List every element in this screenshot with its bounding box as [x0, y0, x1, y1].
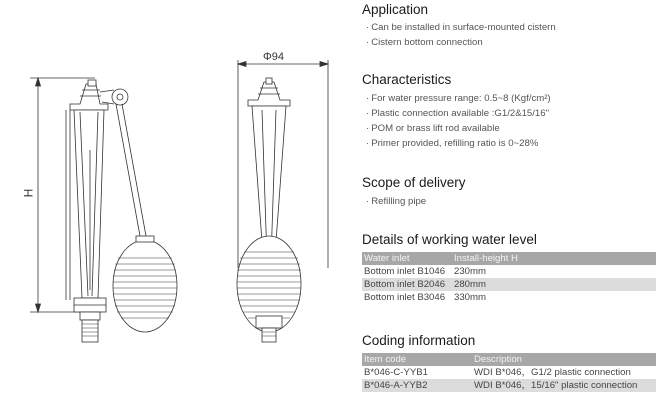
- table-cell: 230mm: [452, 265, 656, 278]
- height-label: H: [21, 188, 36, 198]
- table-header-cell: Item code: [362, 353, 472, 366]
- table-row: [362, 278, 656, 291]
- table-header-cell: Install-height H: [452, 252, 656, 265]
- working-level-title: Details of working water level: [362, 232, 537, 247]
- valve-front-view: [237, 78, 301, 342]
- coding-table: [362, 353, 656, 392]
- table-cell: WDI B*046，G1/2 plastic connection: [472, 366, 656, 379]
- table-cell: B*046-A-YYB2: [362, 379, 472, 392]
- table-cell: Bottom inlet B3046: [362, 291, 452, 304]
- coding-title: Coding information: [362, 333, 476, 348]
- table-row: [362, 379, 656, 392]
- table-header-row: [362, 252, 656, 265]
- scope-title: Scope of delivery: [362, 175, 466, 190]
- characteristics-item: · Primer provided, refilling ratio is 0~28%: [366, 138, 539, 149]
- working-level-table: [362, 252, 656, 304]
- table-cell: B*046-C-YYB1: [362, 366, 472, 379]
- table-row: [362, 265, 656, 278]
- table-cell: 330mm: [452, 291, 656, 304]
- diameter-label: Φ94: [263, 51, 285, 63]
- table-cell: 280mm: [452, 278, 656, 291]
- table-row: [362, 366, 656, 379]
- table-cell: Bottom inlet B1046: [362, 265, 452, 278]
- table-cell: Bottom inlet B2046: [362, 278, 452, 291]
- characteristics-item: · For water pressure range: 0.5~8 (Kgf/cm²): [366, 93, 551, 104]
- diameter-dimension-line: [238, 60, 328, 268]
- scope-item: · Refilling pipe: [366, 196, 427, 207]
- valve-side-view: [66, 80, 177, 342]
- application-item: · Cistern bottom connection: [366, 37, 483, 48]
- characteristics-title: Characteristics: [362, 72, 452, 87]
- table-row: [362, 291, 656, 304]
- table-header-cell: Description: [472, 353, 656, 366]
- table-header-cell: Water inlet: [362, 252, 452, 265]
- characteristics-item: · POM or brass lift rod available: [366, 123, 500, 134]
- table-cell: WDI B*046，15/16" plastic connection: [472, 379, 656, 392]
- characteristics-item: · Plastic connection available :G1/2&15/16": [366, 108, 550, 119]
- table-header-row: [362, 353, 656, 366]
- application-item: · Can be installed in surface-mounted cistern: [366, 22, 556, 33]
- application-title: Application: [362, 2, 429, 17]
